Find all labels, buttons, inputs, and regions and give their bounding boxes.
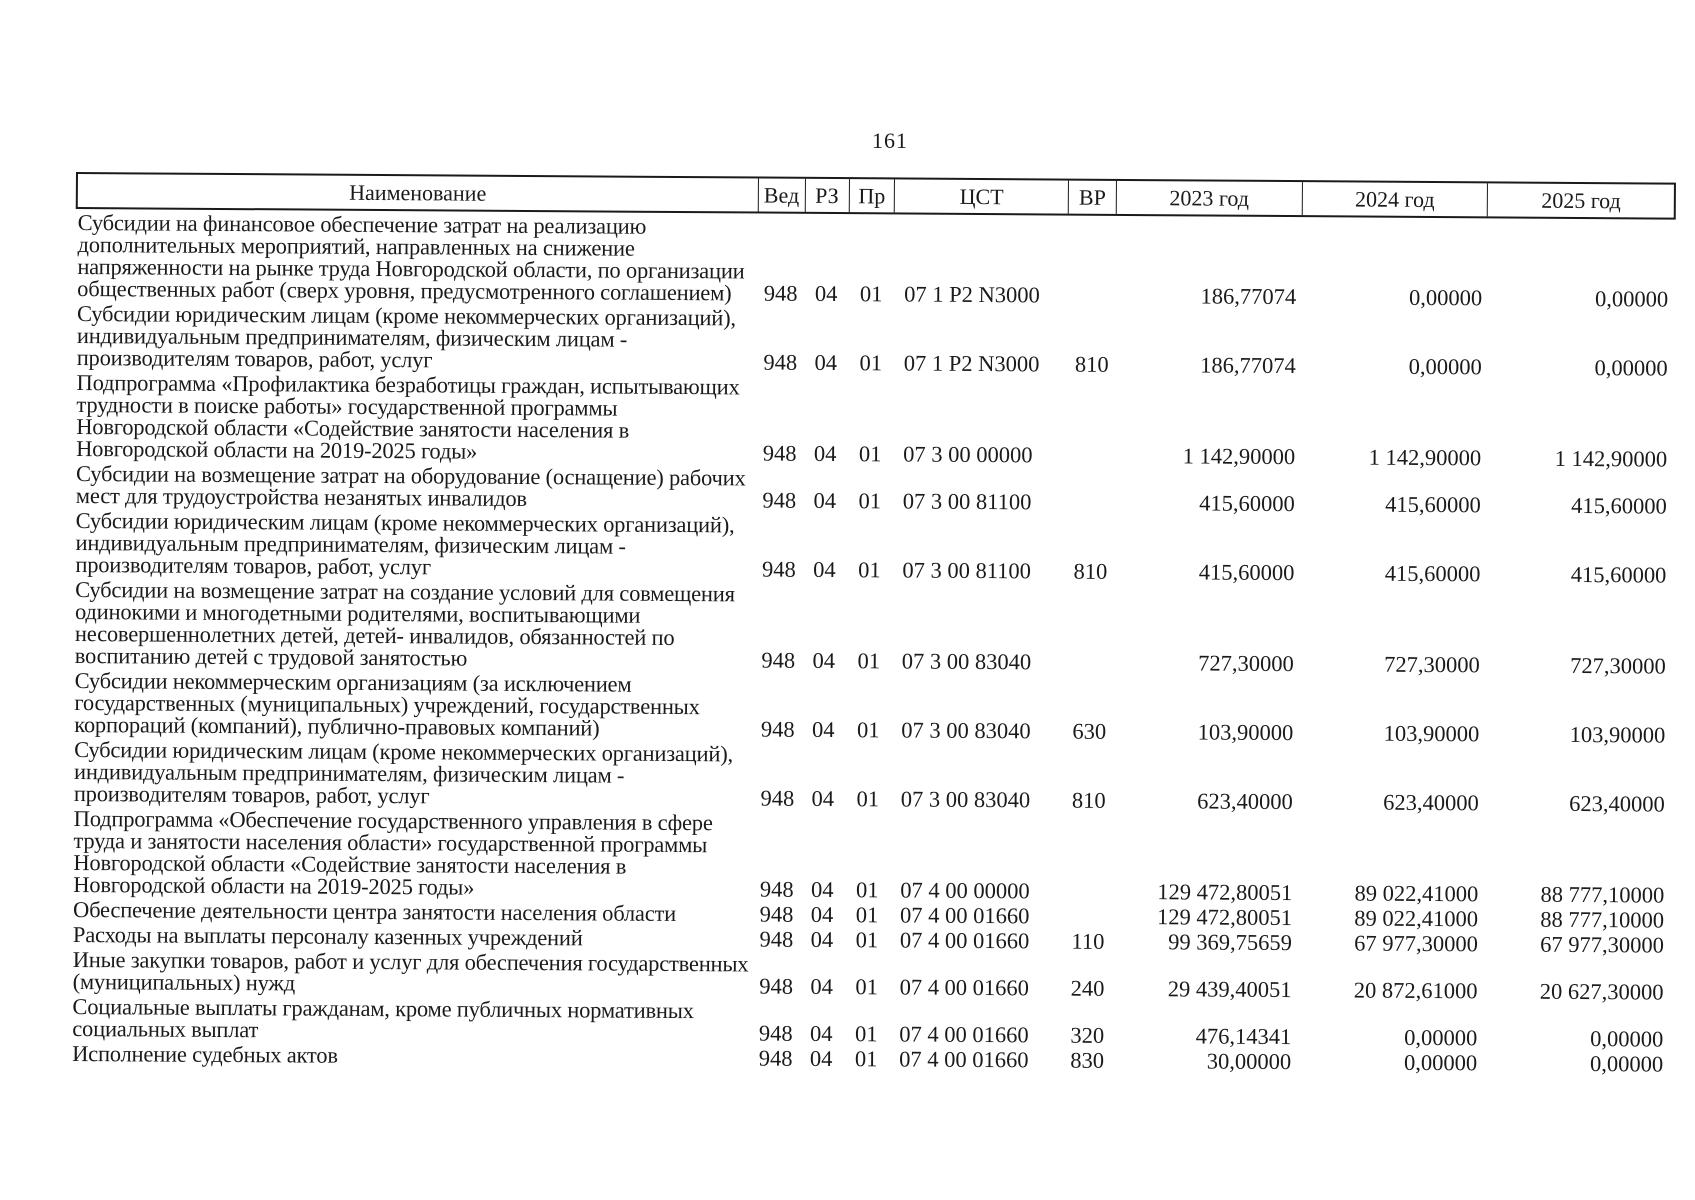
row-pr: 01 — [854, 1046, 878, 1072]
row-2023: 623,40000 — [1197, 788, 1293, 815]
row-rz: 04 — [810, 901, 834, 928]
row-cst: 07 4 00 00000 — [900, 877, 1030, 904]
table-row — [72, 667, 1672, 747]
row-2024: 0,00000 — [1408, 353, 1482, 380]
row-name: Субсидии юридическим лицам (кроме некоммерческих организаций), индивидуальным предпринимателям, физическим лицам - производителям товаров, работ, услуг — [75, 508, 735, 580]
row-cst: 07 3 00 83040 — [901, 717, 1031, 744]
row-2025: 88 777,10000 — [1540, 881, 1665, 908]
row-rz: 04 — [814, 349, 838, 376]
row-2025: 103,90000 — [1569, 721, 1666, 748]
row-2024: 415,60000 — [1384, 560, 1481, 587]
row-pr: 01 — [855, 927, 879, 953]
row-name: Субсидии на финансовое обеспечение затрат на реализацию дополнительных мероприятий, направленных на снижение напряженности на рынке труда Новгородской области, по организации общественных работ (сверх уровня, предусмотренного соглашением) — [77, 210, 745, 306]
row-2023: 186,77074 — [1200, 352, 1296, 379]
row-pr: 01 — [858, 488, 882, 514]
table-body — [70, 209, 1676, 1076]
row-cst: 07 3 00 83040 — [901, 648, 1032, 675]
row-2023: 1 142,90000 — [1182, 443, 1296, 470]
row-pr: 01 — [858, 441, 882, 467]
header-2024: 2024 год — [1302, 182, 1488, 216]
budget-table — [70, 172, 1676, 1076]
row-vr: 810 — [1071, 787, 1106, 813]
row-ved: 948 — [758, 1020, 793, 1046]
row-2025: 415,60000 — [1570, 561, 1667, 588]
header-name: Наименование — [78, 174, 759, 212]
row-rz: 04 — [810, 926, 834, 953]
table-row — [74, 369, 1675, 471]
row-rz: 04 — [809, 1045, 833, 1072]
row-ved: 948 — [763, 280, 798, 306]
row-rz: 04 — [811, 785, 835, 812]
row-2024: 623,40000 — [1383, 789, 1479, 816]
row-cst: 07 1 P2 N3000 — [903, 350, 1040, 377]
header-2023: 2023 год — [1117, 181, 1303, 215]
row-2024: 727,30000 — [1384, 651, 1480, 678]
row-ved: 948 — [759, 973, 794, 999]
row-name: Иные закупки товаров, работ и услуг для обеспечения государственных (муниципальных) нужд — [72, 946, 749, 996]
row-ved: 948 — [761, 647, 796, 673]
row-2025: 415,60000 — [1571, 492, 1667, 519]
page-number: 161 — [872, 128, 908, 153]
row-vr: 240 — [1070, 975, 1105, 1001]
table-row — [71, 805, 1672, 907]
row-ved: 948 — [761, 556, 796, 582]
row-ved: 948 — [760, 716, 795, 742]
row-pr: 01 — [856, 717, 880, 743]
row-rz: 04 — [811, 716, 835, 743]
header-pr: Пр — [849, 179, 895, 212]
table-row — [75, 209, 1676, 311]
row-2024: 103,90000 — [1383, 720, 1480, 747]
row-vr: 630 — [1072, 718, 1107, 744]
row-2023: 415,60000 — [1198, 559, 1295, 586]
row-2025: 1 142,90000 — [1554, 445, 1668, 472]
row-2023: 727,30000 — [1198, 650, 1294, 677]
row-pr: 01 — [857, 648, 881, 674]
table-row — [72, 736, 1672, 816]
row-pr: 01 — [859, 281, 883, 307]
row-2024: 89 022,41000 — [1354, 905, 1479, 932]
row-rz: 04 — [810, 876, 834, 903]
row-name: Субсидии юридическим лицам (кроме некоммерческих организаций), индивидуальным предпринимателям, физическим лицам - производителям товаров, работ, услуг — [73, 737, 734, 809]
row-2023: 103,90000 — [1197, 719, 1294, 746]
row-2023: 29 439,40051 — [1167, 976, 1292, 1003]
row-ved: 948 — [759, 876, 794, 902]
row-2024: 1 142,90000 — [1368, 444, 1482, 471]
table-row — [73, 507, 1673, 587]
row-2025: 623,40000 — [1569, 790, 1665, 817]
row-2023: 415,60000 — [1199, 490, 1295, 517]
row-2025: 727,30000 — [1570, 652, 1666, 679]
header-2025: 2025 год — [1541, 187, 1621, 213]
row-rz: 04 — [814, 280, 838, 307]
row-2025: 0,00000 — [1590, 1026, 1664, 1052]
row-2023: 129 472,80051 — [1157, 904, 1293, 931]
row-2024: 0,00000 — [1408, 284, 1483, 311]
row-pr: 01 — [856, 786, 880, 812]
row-pr: 01 — [855, 974, 878, 1000]
row-cst: 07 3 00 81100 — [902, 557, 1032, 584]
row-name: Субсидии на возмещение затрат на создание условий для совмещения одинокими и многодетными родителями, воспитывающими несовершеннолетних детей, детей- инвалидов, обязанностей по воспитанию детей с трудовой занятостью — [74, 577, 735, 671]
row-cst: 07 1 P2 N3000 — [904, 281, 1040, 308]
row-ved: 948 — [762, 440, 797, 466]
row-2024: 89 022,41000 — [1354, 880, 1479, 907]
row-cst: 07 4 00 01660 — [899, 927, 1030, 954]
row-cst: 07 3 00 83040 — [900, 786, 1031, 813]
row-vr: 320 — [1070, 1022, 1105, 1048]
row-vr: 810 — [1074, 351, 1109, 377]
row-ved: 948 — [759, 926, 794, 952]
row-2024: 20 872,61000 — [1353, 977, 1478, 1004]
row-2023: 476,14341 — [1195, 1023, 1292, 1050]
header-rz: РЗ — [805, 179, 849, 212]
row-rz: 04 — [813, 556, 836, 583]
row-vr: 810 — [1073, 558, 1108, 584]
row-2025: 0,00000 — [1589, 1051, 1664, 1077]
row-2024: 0,00000 — [1403, 1049, 1478, 1076]
row-ved: 948 — [759, 901, 794, 927]
row-2024: 67 977,30000 — [1354, 930, 1478, 957]
table-row — [73, 576, 1674, 678]
row-name: Исполнение судебных актов — [72, 1040, 338, 1068]
row-vr: 110 — [1071, 928, 1105, 954]
row-cst: 07 4 00 01660 — [899, 1021, 1029, 1048]
row-2023: 99 369,75659 — [1168, 929, 1292, 956]
row-name: Субсидии некоммерческим организациям (за исключением государственных (муниципальных) учреждений, государственных корпораций (компаний), публично-правовых компаний) — [74, 668, 700, 741]
row-rz: 04 — [813, 487, 837, 514]
row-rz: 04 — [812, 647, 836, 674]
header-ved: Вед — [758, 179, 805, 212]
row-cst: 07 3 00 00000 — [903, 441, 1033, 468]
row-name: Субсидии юридическим лицам (кроме некоммерческих организаций), индивидуальным предпринимателям, физическим лицам - производителям товаров, работ, услуг — [76, 301, 736, 373]
row-2023: 30,00000 — [1206, 1048, 1292, 1075]
row-name: Подпрограмма «Профилактика безработицы граждан, испытывающих трудности в поиске работы» государственной программы Новгородской области «Содействие занятости населения в Новгородской области на 2019-2025 годы» — [76, 370, 740, 464]
row-cst: 07 3 00 81100 — [902, 488, 1032, 515]
row-name: Обеспечение деятельности центра занятости населения области — [73, 896, 677, 926]
row-2025: 67 977,30000 — [1540, 931, 1664, 958]
row-2023: 129 472,80051 — [1157, 879, 1293, 906]
row-cst: 07 4 00 01660 — [899, 1046, 1029, 1073]
row-ved: 948 — [763, 349, 798, 375]
row-2025: 88 777,10000 — [1540, 906, 1665, 933]
row-pr: 01 — [854, 1021, 878, 1047]
row-ved: 948 — [760, 785, 795, 811]
row-pr: 01 — [855, 877, 879, 903]
row-2025: 0,00000 — [1594, 355, 1668, 381]
row-name: Социальные выплаты гражданам, кроме публичных нормативных социальных выплат — [72, 993, 694, 1043]
row-2025: 20 627,30000 — [1539, 978, 1664, 1005]
row-ved: 948 — [758, 1045, 793, 1071]
header-vr: ВР — [1069, 181, 1117, 214]
row-2023: 186,77074 — [1200, 283, 1297, 310]
row-name: Субсидии на возмещение затрат на оборудование (оснащение) рабочих мест для трудоустройства незанятых инвалидов — [75, 461, 746, 511]
row-2024: 0,00000 — [1404, 1024, 1478, 1051]
row-2025: 0,00000 — [1594, 286, 1669, 312]
row-pr: 01 — [855, 902, 879, 928]
row-rz: 04 — [813, 440, 837, 467]
table-row — [75, 300, 1675, 380]
row-name: Расходы на выплаты персоналу казенных учреждений — [72, 921, 583, 951]
row-rz: 04 — [809, 1020, 833, 1047]
row-pr: 01 — [858, 557, 881, 583]
row-ved: 948 — [762, 487, 797, 513]
row-vr: 830 — [1070, 1047, 1105, 1073]
row-rz: 04 — [810, 973, 833, 1000]
row-2024: 415,60000 — [1385, 491, 1481, 518]
row-pr: 01 — [859, 350, 883, 376]
row-cst: 07 4 00 01660 — [899, 974, 1030, 1001]
row-cst: 07 4 00 01660 — [900, 902, 1030, 929]
row-name: Подпрограмма «Обеспечение государственного управления в сфере труда и занятости населения области» государственной программы Новгородской области «Содействие занятости населения в Новгородской области на 2019-2025 годы» — [73, 805, 713, 900]
header-cst: ЦСТ — [895, 179, 1069, 213]
